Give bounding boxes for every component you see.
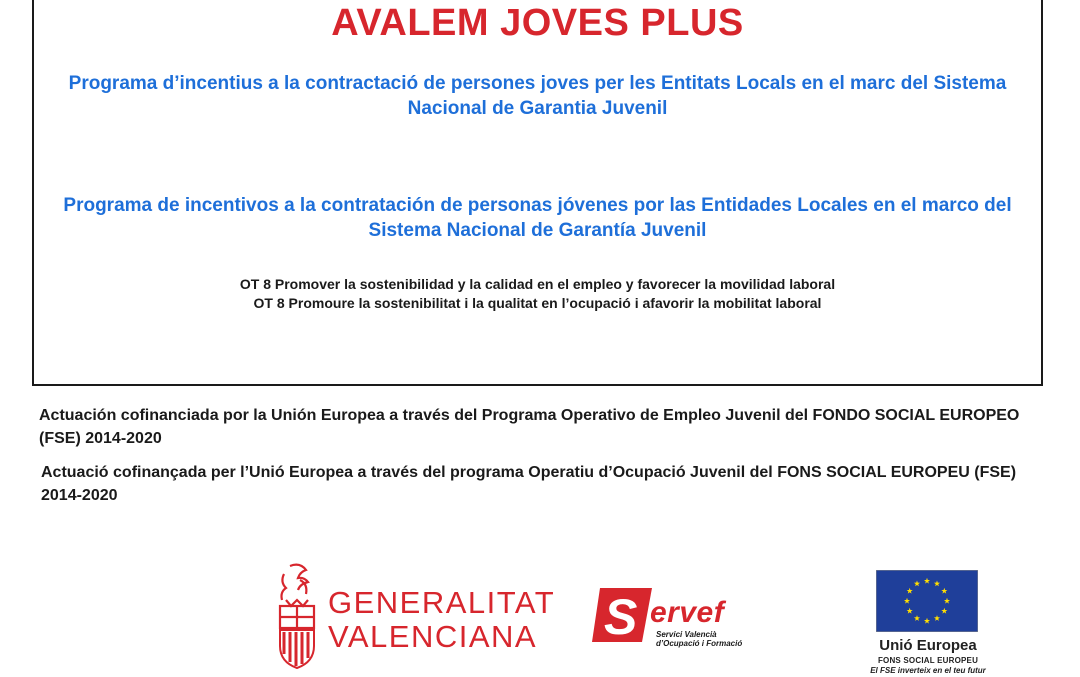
eu-name: Unió Europea [879,637,977,654]
servef-sub-line2: d’Ocupació i Formació [656,639,743,648]
servef-s-icon [592,586,654,644]
servef-logo [592,586,752,648]
servef-wordmark: ervef [650,596,725,629]
page-title: AVALEM JOVES PLUS [331,2,744,44]
generalitat-line1: GENERALITAT [328,585,556,620]
generalitat-valenciana-logo [270,560,556,672]
cofinancing-notice-ca: Actuació cofinançada per l’Unió Europea a través del programa Operatiu d’Ocupació Juvenil del FONS SOCIAL EUROPEU (FSE) 2014-2020 [41,464,1017,504]
servef-s-letter: S [604,589,638,644]
generalitat-line2: VALENCIANA [328,619,538,654]
servef-subtitle [656,630,742,648]
eu-slogan: El FSE inverteix en el teu futur [870,666,986,675]
generalitat-emblem-icon [270,560,324,672]
eu-flag-icon [876,570,978,632]
servef-sub-line1: Servici Valencià [656,630,717,639]
subtitle-spanish: Programa de incentivos a la contratación de personas jóvenes por las Entidades Locales en el marco del Sistema Nacional de Garantía Juvenil [63,195,1012,241]
thematic-objective-es: OT 8 Promover la sostenibilidad y la calidad en el empleo y favorecer la movilidad laboral [239,276,836,292]
eu-logo [858,570,998,675]
thematic-objective-ca: OT 8 Promoure la sostenibilitat i la qualitat en l’ocupació i afavorir la mobilitat laboral [253,295,822,311]
generalitat-wordmark [328,586,555,654]
header-panel [32,0,1043,386]
cofinancing-notice-es: Actuación cofinanciada por la Unión Europea a través del Programa Operativo de Empleo Juvenil del FONDO SOCIAL EUROPEO (FSE) 2014-2020 [39,407,1020,447]
subtitle-valencian: Programa d’incentius a la contractació de persones joves per les Entitats Locals en el marc del Sistema Nacional de Garantia Juvenil [68,73,1007,119]
thematic-objective [34,275,1041,313]
eu-fund-name: FONS SOCIAL EUROPEU [877,656,979,665]
